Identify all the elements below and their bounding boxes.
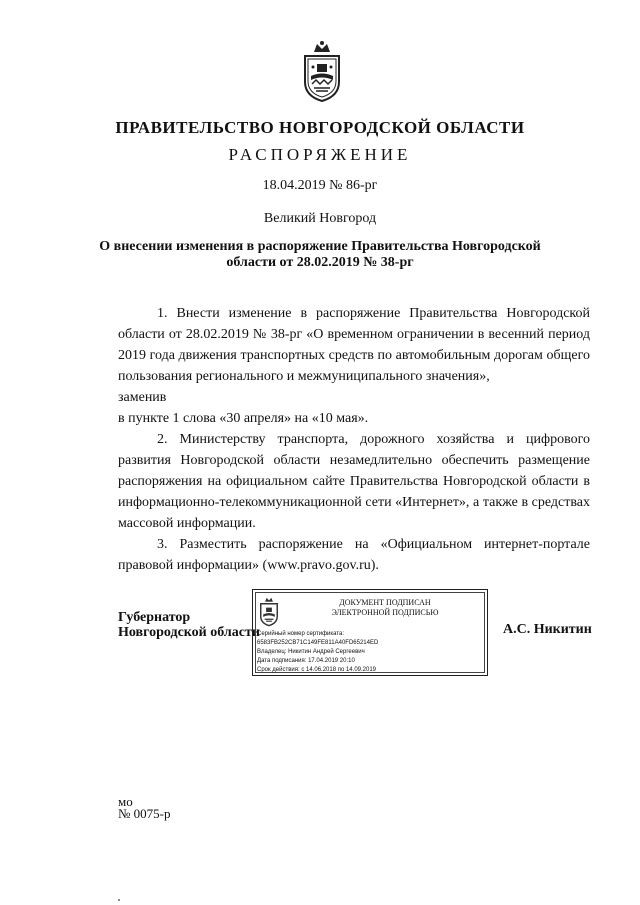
stamp-signed-date: Дата подписания: 17.04.2019 20:10 <box>257 658 355 664</box>
electronic-signature-stamp <box>252 589 488 676</box>
document-body <box>118 303 590 576</box>
stamp-validity: Срок действия: с 14.06.2018 по 14.09.2019 <box>257 667 377 673</box>
novgorod-coat-of-arms-icon <box>300 38 344 104</box>
signer-position-line-1: Губернатор <box>118 610 191 625</box>
novgorod-coat-of-arms-icon <box>258 595 280 627</box>
signer-position-line-2: Новгородской области <box>118 625 260 640</box>
subject-line-2: области от 28.02.2019 № 38-рг <box>226 255 414 270</box>
paragraph-item-3: 3. Разместить распоряжение на «Официальном интернет-портале правовой информации» (www.pravo.gov.ru). <box>118 537 590 573</box>
signer-position <box>118 610 260 640</box>
government-title: ПРАВИТЕЛЬСТВО НОВГОРОДСКОЙ ОБЛАСТИ <box>115 118 525 137</box>
paragraph-item-1-word: заменив <box>118 390 167 405</box>
stamp-cert-serial: 6583FB252CB71C149FE811A40FD65214ED <box>257 640 379 646</box>
subject-line-1: О внесении изменения в распоряжение Правительства Новгородской <box>99 239 541 254</box>
document-subject <box>0 239 640 271</box>
document-date-number: 18.04.2019 № 86-рг <box>262 178 378 193</box>
signer-name: А.С. Никитин <box>503 622 592 637</box>
paragraph-item-1-tail: в пункте 1 слова «30 апреля» на «10 мая». <box>118 411 369 426</box>
footer-initials: мо <box>118 794 133 809</box>
scan-artifact <box>118 899 120 901</box>
stamp-cert-label: Серийный номер сертификата: <box>257 631 345 637</box>
document-city: Великий Новгород <box>263 211 377 226</box>
document-type: РАСПОРЯЖЕНИЕ <box>228 145 412 164</box>
stamp-heading-line-2: ЭЛЕКТРОННОЙ ПОДПИСЬЮ <box>331 608 439 617</box>
footer-number: № 0075-р <box>118 806 171 821</box>
paragraph-item-2: 2. Министерству транспорта, дорожного хозяйства и цифрового развития Новгородской области незамедлительно обеспечить размещение распоряжения на официальном сайте Правительства Новгородской области в информационно-телекоммуникационной сети «Интернет», а также в средствах массовой информации. <box>118 432 590 531</box>
stamp-owner: Владелец: Никитин Андрей Сергеевич <box>257 649 365 655</box>
stamp-heading <box>287 598 483 618</box>
paragraph-item-1: 1. Внести изменение в распоряжение Правительства Новгородской области от 28.02.2019 № 38-рг «О временном ограничении в весенний период 2019 года движения транспортных средств по автомобильным дорогам общего пользования регионального и межмуниципального значения», <box>118 306 590 384</box>
stamp-details <box>257 630 378 675</box>
stamp-heading-line-1: ДОКУМЕНТ ПОДПИСАН <box>339 598 431 607</box>
